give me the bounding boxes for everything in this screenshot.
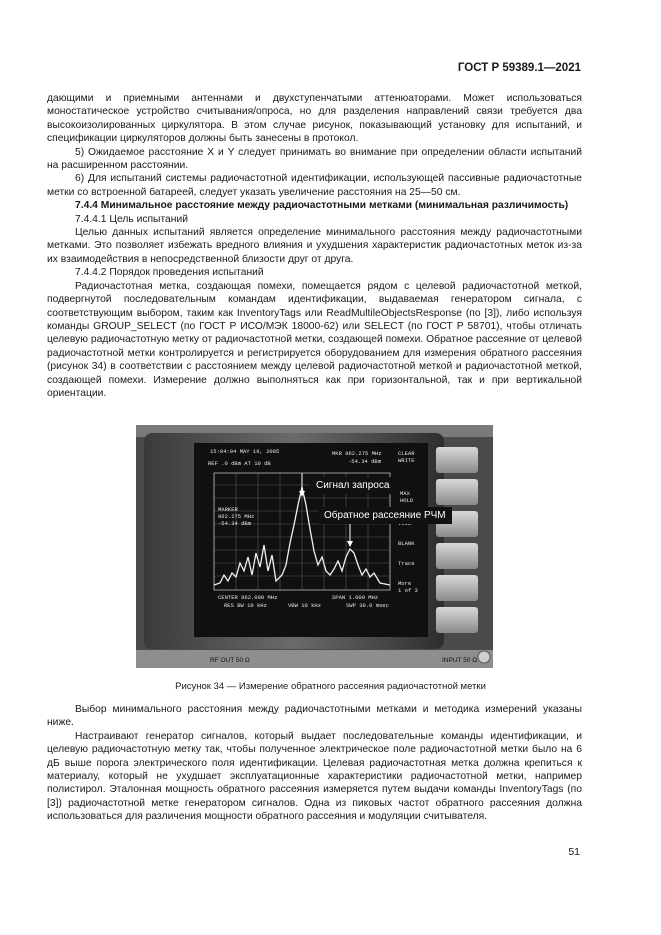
callout-query-signal: Сигнал запроса — [310, 477, 395, 494]
screen-center-freq: CENTER 962.000 MHz — [218, 594, 278, 601]
softkey-hold: HOLD — [400, 497, 414, 504]
screen-marker-freq: MKR 962.275 MHz — [332, 450, 382, 457]
screen-res-bw: RES BW 10 kHz — [224, 602, 267, 609]
figure-caption: Рисунок 34 — Измерение обратного рассеяния радиочастотной метки — [175, 681, 486, 692]
screen-vbw: VBW 10 kHz — [288, 602, 322, 609]
screen-sweep: SWP 30.0 msec — [346, 602, 389, 609]
softkey-trace: Trace — [398, 560, 415, 567]
body-text-top — [47, 92, 582, 400]
spectrum-analyzer-illustration — [136, 425, 493, 668]
panel-rf-out: RF OUT 50 Ω — [210, 657, 250, 664]
input-connector-icon — [478, 651, 490, 663]
softkey-write: WRITE — [398, 457, 415, 464]
page-number: 51 — [568, 846, 580, 858]
screen-marker-a: -54.34 dBm — [218, 520, 252, 527]
paragraph: Целью данных испытаний является определение минимального расстояния между радиочастотными метками. Это позволяет избежать вредного влияния и ухудшения характеристик радиочастотных меток из-за их взаимодействия в непосредственной близости друг от друга. — [47, 227, 582, 265]
softkey-more: More — [398, 580, 412, 587]
softkey-blank: BLANK — [398, 540, 415, 547]
section-heading: 7.4.4 Минимальное расстояние между радиочастотными метками (минимальная различимость) — [75, 200, 569, 212]
screen-marker-label: MARKER — [218, 506, 238, 513]
paragraph: дающими и приемными антеннами и двухступенчатыми аттенюаторами. Может использоваться моностатическое устройство считывания/опроса, но для разделения направлений связи требуется два высокоизолированных циркулятора. В этом случае рисунок, показывающий установку для испытаний, и спецификации циркуляторов должны быть занесены в протокол. — [47, 93, 582, 145]
screen-span: SPAN 1.000 MHz — [332, 594, 379, 601]
body-text-bottom — [47, 703, 582, 824]
paragraph: Радиочастотная метка, создающая помехи, помещается рядом с целевой радиочастотной меткой, подвергнутой последовательным командам идентификации, выдаваемая генератором сигнала, с соответствующим выбором, таким как InventoryTags или ReadMultileObjectsResponse (по [3]), либо используя команды GROUP_SELECT (по ГОСТ Р ИСО/МЭК 18000-62) или SELECT (по ГОСТ Р 58701), чтобы отличать целевую радиочастотную метку от радиочастотной метки, создающей помехи. Обратное рассеяние от целевой радиочастотной метки контролируется и регистрируется оборудованием для измерения обратного рассеяния (рисунок 34) в соответствии с расстоянием между целевой радиочастотной меткой и радиочастотной меткой, создающей помехи. Измерение должно выполняться как при горизонтальной, так и при вертикальной ориентации. — [47, 280, 582, 399]
screen-timestamp: 15:04:04 MAY 19, 2005 — [210, 448, 280, 455]
softkey-page: 1 of 3 — [398, 587, 418, 594]
paragraph: 5) Ожидаемое расстояние X и Y следует принимать во внимание при определении области испытаний на расширенном расстоянии. — [47, 146, 582, 172]
screen-marker-f: 962.275 MHz — [218, 513, 255, 520]
subsection-heading: 7.4.4.2 Порядок проведения испытаний — [75, 267, 264, 279]
subsection-heading: 7.4.4.1 Цель испытаний — [75, 213, 188, 225]
spectrum-analyzer-photo — [136, 425, 493, 668]
panel-input: INPUT 50 Ω — [442, 657, 478, 664]
screen-ref-level: REF .0 dBm AT 10 dB — [208, 460, 271, 467]
screen-marker-amp: -54.34 dBm — [348, 458, 382, 465]
softkey-max: MAX — [400, 490, 410, 497]
softkey-clear: CLEAR — [398, 450, 415, 457]
paragraph: Настраивают генератор сигналов, который выдает последовательные команды идентификации, и целевую радиочастотную метку так, чтобы полученное электрическое поле радиочастотной метки было на 6 дБ выше порога электрического поля идентификации. Целевая радиочастотная метка должна крепиться к материалу, который не ухудшает эксплуатационные характеристики радиочастотной метки, например полистирол. Эталонная мощность обратного рассеяния измеряется путем выдачи команды InventoryTags (по [3]) радиочастотной метке генератором сигналов. Одна из пиковых частот обратного рассеяния должна использоваться для различения мощности обратного рассеяния и модуляции считывателя. — [47, 730, 582, 823]
paragraph: Выбор минимального расстояния между радиочастотными метками и методика измерений указаны ниже. — [47, 704, 582, 729]
callout-backscatter: Обратное рассеяние РЧМ — [318, 507, 452, 524]
document-header: ГОСТ Р 59389.1—2021 — [457, 62, 581, 74]
paragraph: 6) Для испытаний системы радиочастотной идентификации, использующей пассивные радиочастотные метки со встроенной батареей, следует указать увеличение расстояния на 25—50 см. — [47, 173, 582, 198]
